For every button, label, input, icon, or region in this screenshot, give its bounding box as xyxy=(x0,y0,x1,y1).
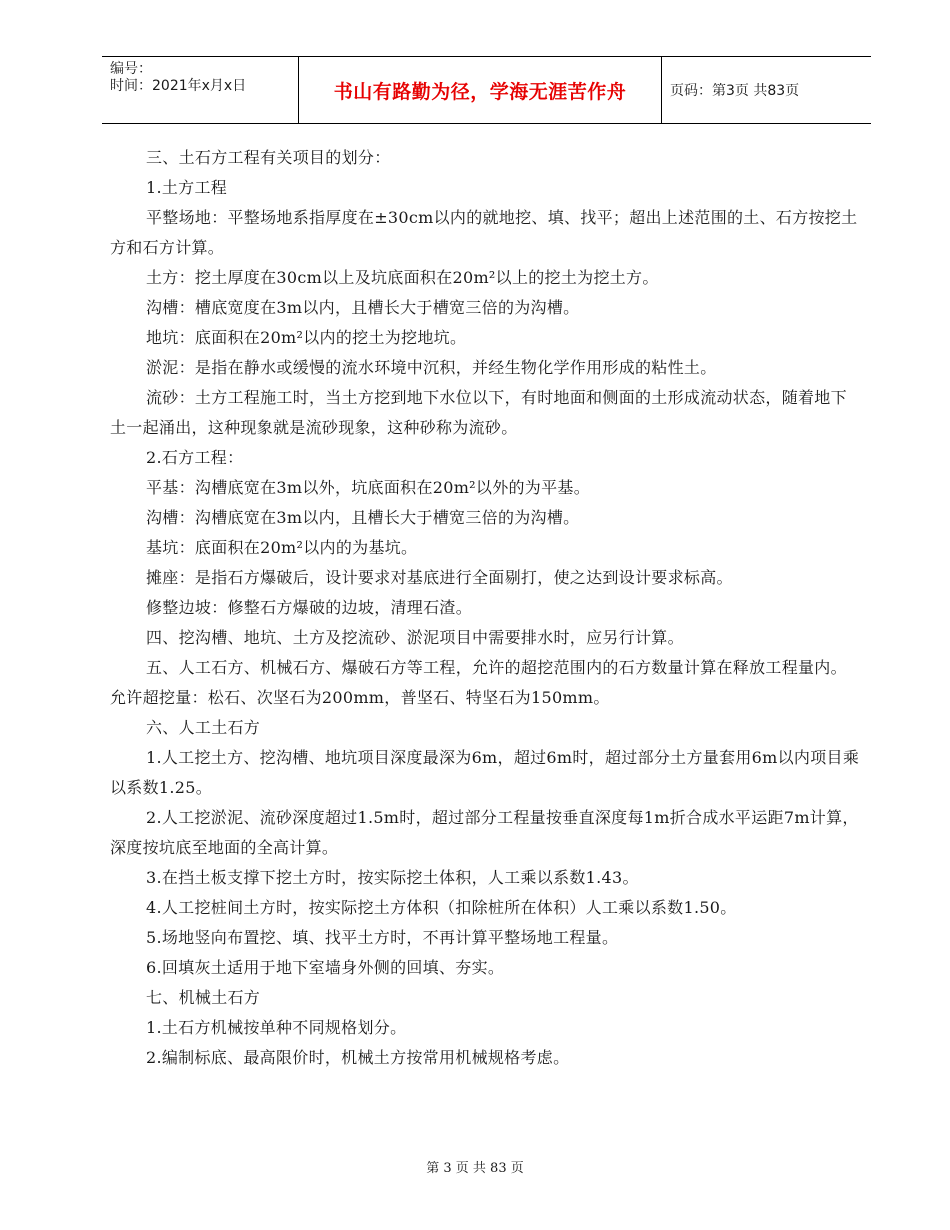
page-header xyxy=(102,56,871,124)
paragraph: 修整边坡：修整石方爆破的边坡，清理石渣。 xyxy=(146,598,473,617)
paragraph: 土方：挖土厚度在30cm以上及坑底面积在20m²以上的挖土为挖土方。 xyxy=(146,268,659,287)
paragraph: 3.在挡土板支撑下挖土方时，按实际挖土体积，人工乘以系数1.43。 xyxy=(146,868,639,887)
paragraph: 5.场地竖向布置挖、填、找平土方时，不再计算平整场地工程量。 xyxy=(146,928,619,947)
document-time-label: 时间：2021年x月x日 xyxy=(110,78,247,94)
page-footer: 第 3 页 共 83 页 xyxy=(426,1161,524,1176)
paragraph: 1.人工挖土方、挖沟槽、地坑项目深度最深为6m，超过6m时，超过部分土方量套用6m以内项目乘以系数1.25。 xyxy=(110,748,860,797)
header-meta-cell xyxy=(102,57,299,123)
section-heading: 六、人工土石方 xyxy=(146,718,261,737)
document-body xyxy=(110,143,860,1073)
subsection-heading: 1.土方工程 xyxy=(146,178,228,197)
paragraph: 2.人工挖淤泥、流砂深度超过1.5m时，超过部分工程量按垂直深度每1m折合成水平运距7m计算，深度按坑底至地面的全高计算。 xyxy=(110,808,859,857)
paragraph: 沟槽：槽底宽度在3m以内，且槽长大于槽宽三倍的为沟槽。 xyxy=(146,298,580,317)
header-motto-cell xyxy=(299,57,662,123)
section-heading: 七、机械土石方 xyxy=(146,988,261,1007)
paragraph: 地坑：底面积在20m²以内的挖土为挖地坑。 xyxy=(146,328,467,347)
paragraph: 摊座：是指石方爆破后，设计要求对基底进行全面剔打，使之达到设计要求标高。 xyxy=(146,568,733,587)
paragraph: 基坑：底面积在20m²以内的为基坑。 xyxy=(146,538,418,557)
header-motto: 书山有路勤为径，学海无涯苦作舟 xyxy=(333,80,627,103)
section-heading: 三、土石方工程有关项目的划分： xyxy=(146,148,391,167)
paragraph: 平基：沟槽底宽在3m以外，坑底面积在20m²以外的为平基。 xyxy=(146,478,590,497)
paragraph: 平整场地：平整场地系指厚度在±30cm以内的就地挖、填、找平；超出上述范围的土、石方按挖土方和石方计算。 xyxy=(110,208,858,257)
paragraph: 流砂：土方工程施工时，当土方挖到地下水位以下，有时地面和侧面的土形成流动状态，随着地下土一起涌出，这种现象就是流砂现象，这种砂称为流砂。 xyxy=(110,388,847,437)
section-heading: 四、挖沟槽、地坑、土方及挖流砂、淤泥项目中需要排水时，应另行计算。 xyxy=(146,628,684,647)
paragraph: 1.土石方机械按单种不同规格划分。 xyxy=(146,1018,407,1037)
paragraph: 沟槽：沟槽底宽在3m以内，且槽长大于槽宽三倍的为沟槽。 xyxy=(146,508,580,527)
section-heading: 五、人工石方、机械石方、爆破石方等工程，允许的超挖范围内的石方数量计算在释放工程量内。允许超挖量：松石、次坚石为200mm，普坚石、特坚石为150mm。 xyxy=(110,658,847,707)
paragraph: 4.人工挖桩间土方时，按实际挖土方体积（扣除桩所在体积）人工乘以系数1.50。 xyxy=(146,898,737,917)
paragraph: 2.编制标底、最高限价时，机械土方按常用机械规格考虑。 xyxy=(146,1048,570,1067)
subsection-heading: 2.石方工程： xyxy=(146,448,244,467)
document-number-label: 编号： xyxy=(110,61,152,77)
header-page-info: 页码：第3页 共83页 xyxy=(670,83,800,99)
paragraph: 6.回填灰土适用于地下室墙身外侧的回填、夯实。 xyxy=(146,958,505,977)
paragraph: 淤泥：是指在静水或缓慢的流水环境中沉积，并经生物化学作用形成的粘性土。 xyxy=(146,358,717,377)
